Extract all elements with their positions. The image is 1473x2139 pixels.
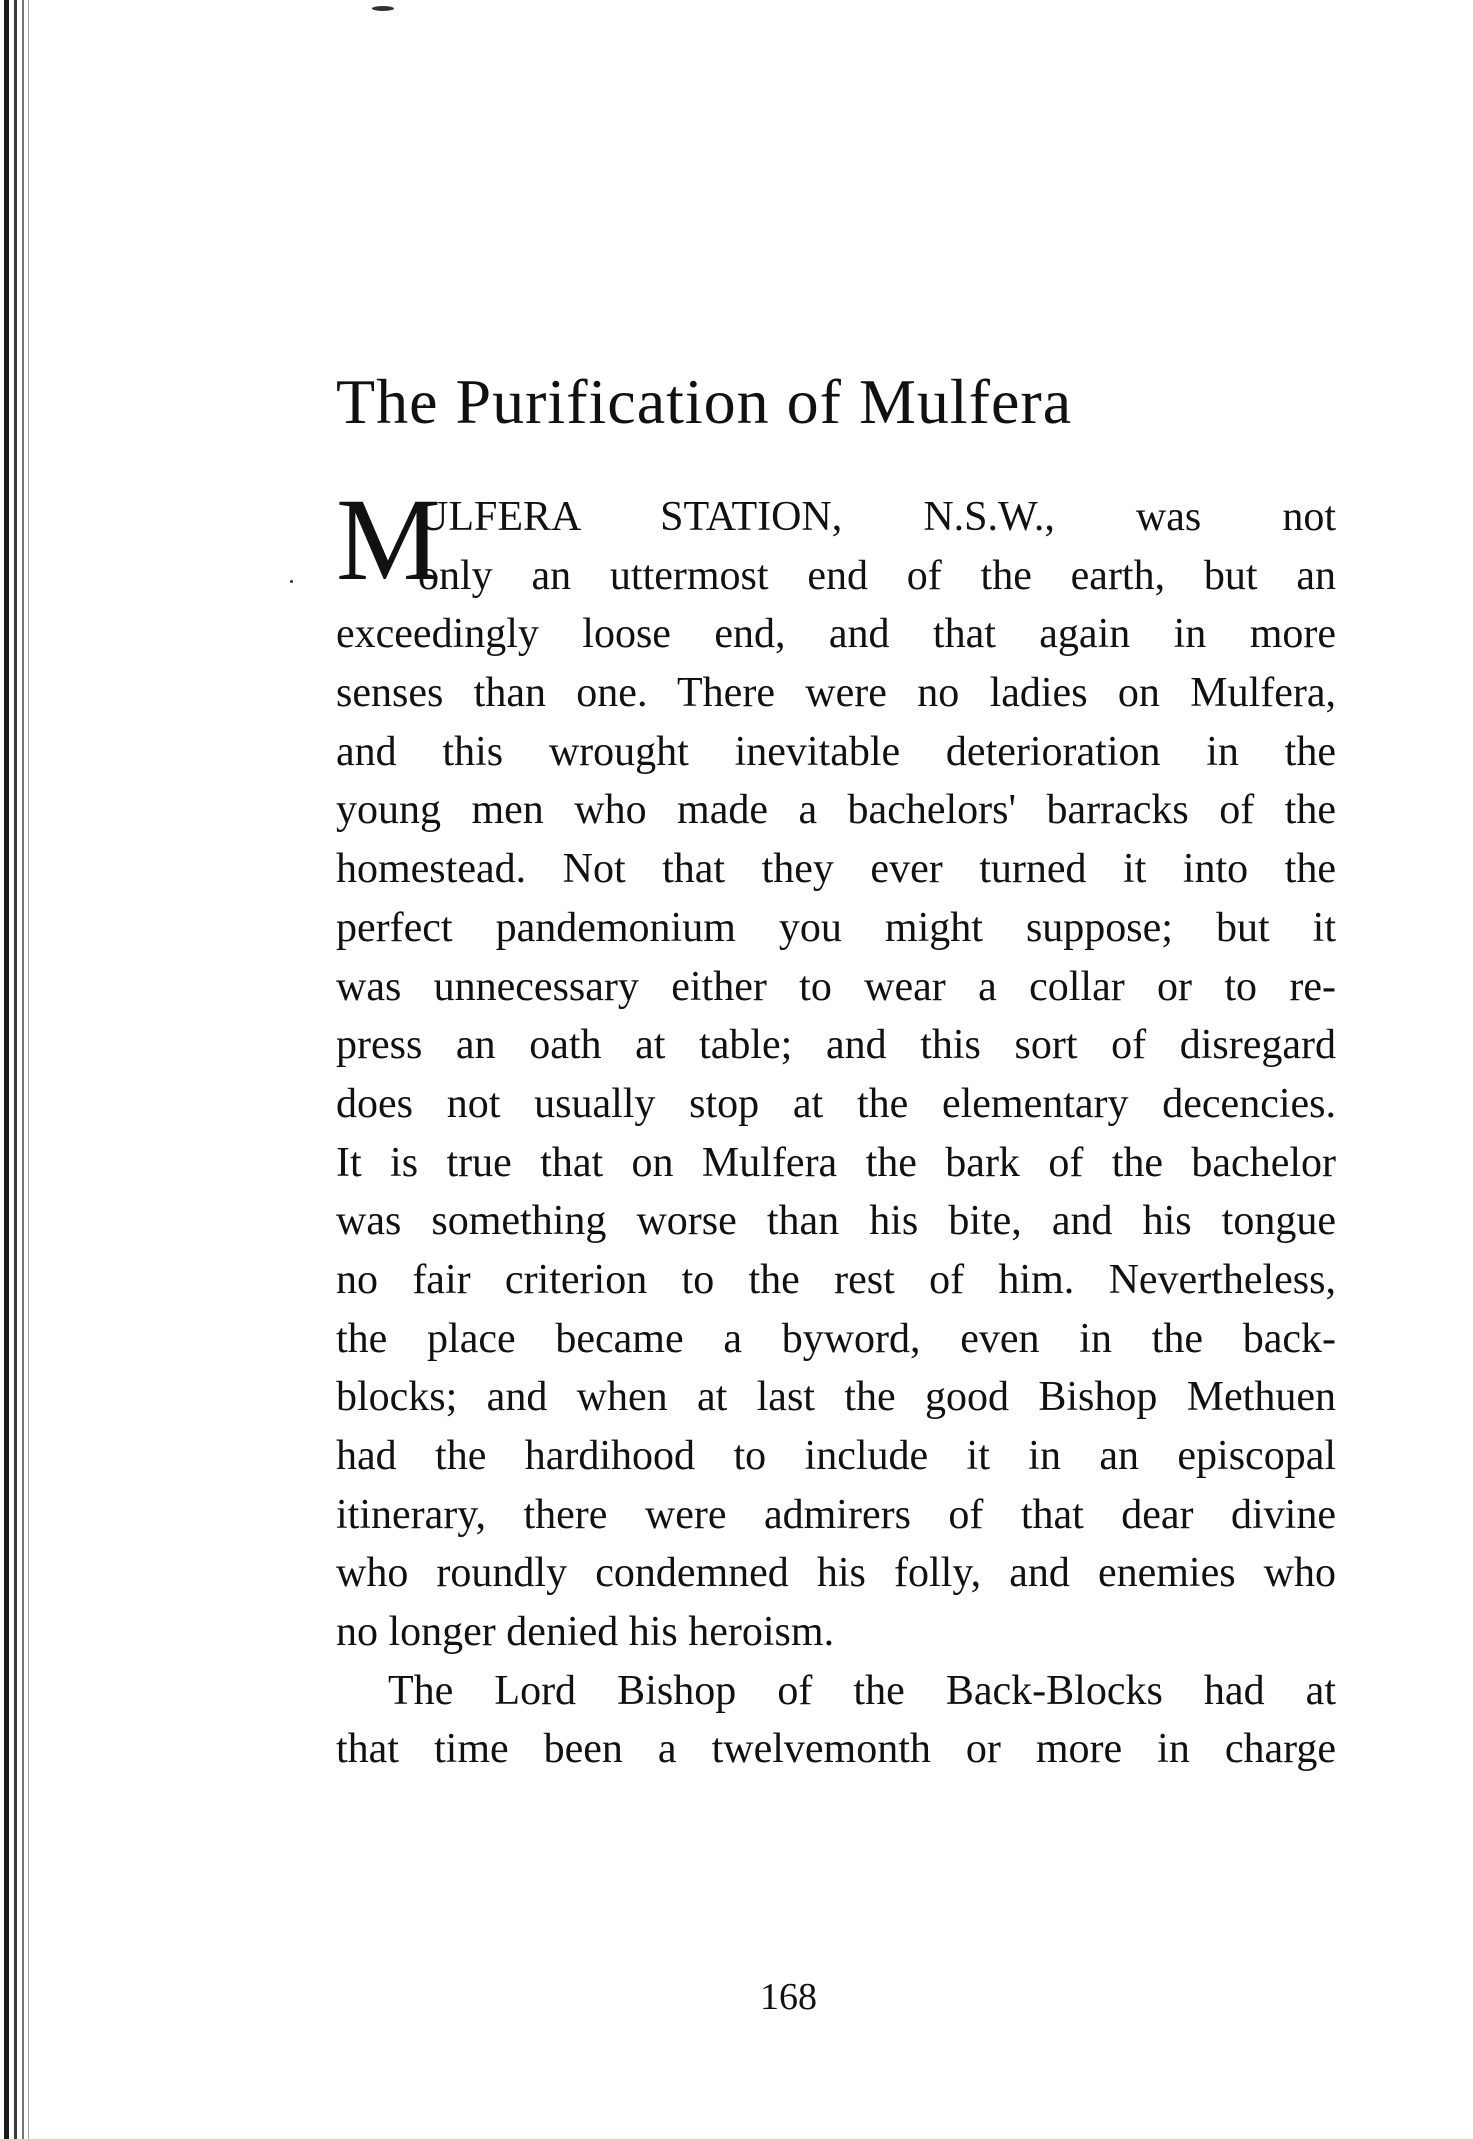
text-line: The Lord Bishop of the Back-Blocks had at (388, 1667, 1336, 1714)
text-line: young men who made a bachelors' barracks of the (336, 787, 1336, 834)
text-line: homestead. Not that they ever turned it into the (336, 846, 1336, 893)
text-line: senses than one. There were no ladies on Mulfera, (336, 670, 1336, 717)
text-line: no fair criterion to the rest of him. Nevertheless, (336, 1256, 1336, 1303)
scan-speck (372, 6, 394, 11)
drop-cap: M (336, 474, 441, 605)
text-line: It is true that on Mulfera the bark of the bachelor (336, 1139, 1336, 1186)
text-line: itinerary, there were admirers of that dear divine (336, 1491, 1336, 1538)
scan-speck (290, 580, 293, 583)
gutter-shadow (28, 0, 29, 2139)
gutter-shadow (22, 0, 24, 2139)
gutter-shadow (4, 0, 9, 2139)
text-line: was something worse than his bite, and his tongue (336, 1198, 1336, 1245)
text-line: ULFERA STATION, N.S.W., was not (418, 494, 1336, 540)
text-line: that time been a twelvemonth or more in charge (336, 1726, 1336, 1773)
text-line: only an uttermost end of the earth, but an (418, 552, 1336, 599)
gutter-shadow (14, 0, 17, 2139)
text-line: who roundly condemned his folly, and enemies who (336, 1550, 1336, 1597)
body-text (336, 474, 1336, 1779)
text-line: perfect pandemonium you might suppose; but it (336, 904, 1336, 951)
binding-gutter (0, 0, 40, 2139)
text-line: was unnecessary either to wear a collar or to re- (336, 963, 1336, 1010)
text-line: no longer denied his heroism. (336, 1609, 835, 1656)
text-line: had the hardihood to include it in an episcopal (336, 1433, 1336, 1479)
chapter-title: The Purification of Mulfera (336, 366, 1073, 437)
text-line: blocks; and when at last the good Bishop Methuen (336, 1374, 1336, 1421)
text-line: does not usually stop at the elementary decencies. (336, 1080, 1336, 1127)
text-line: and this wrought inevitable deterioration in the (336, 728, 1336, 775)
text-line: press an oath at table; and this sort of disregard (336, 1022, 1336, 1069)
text-line: the place became a byword, even in the back- (336, 1315, 1336, 1362)
page-number: 168 (760, 1976, 817, 2018)
text-line: exceedingly loose end, and that again in more (336, 611, 1336, 658)
